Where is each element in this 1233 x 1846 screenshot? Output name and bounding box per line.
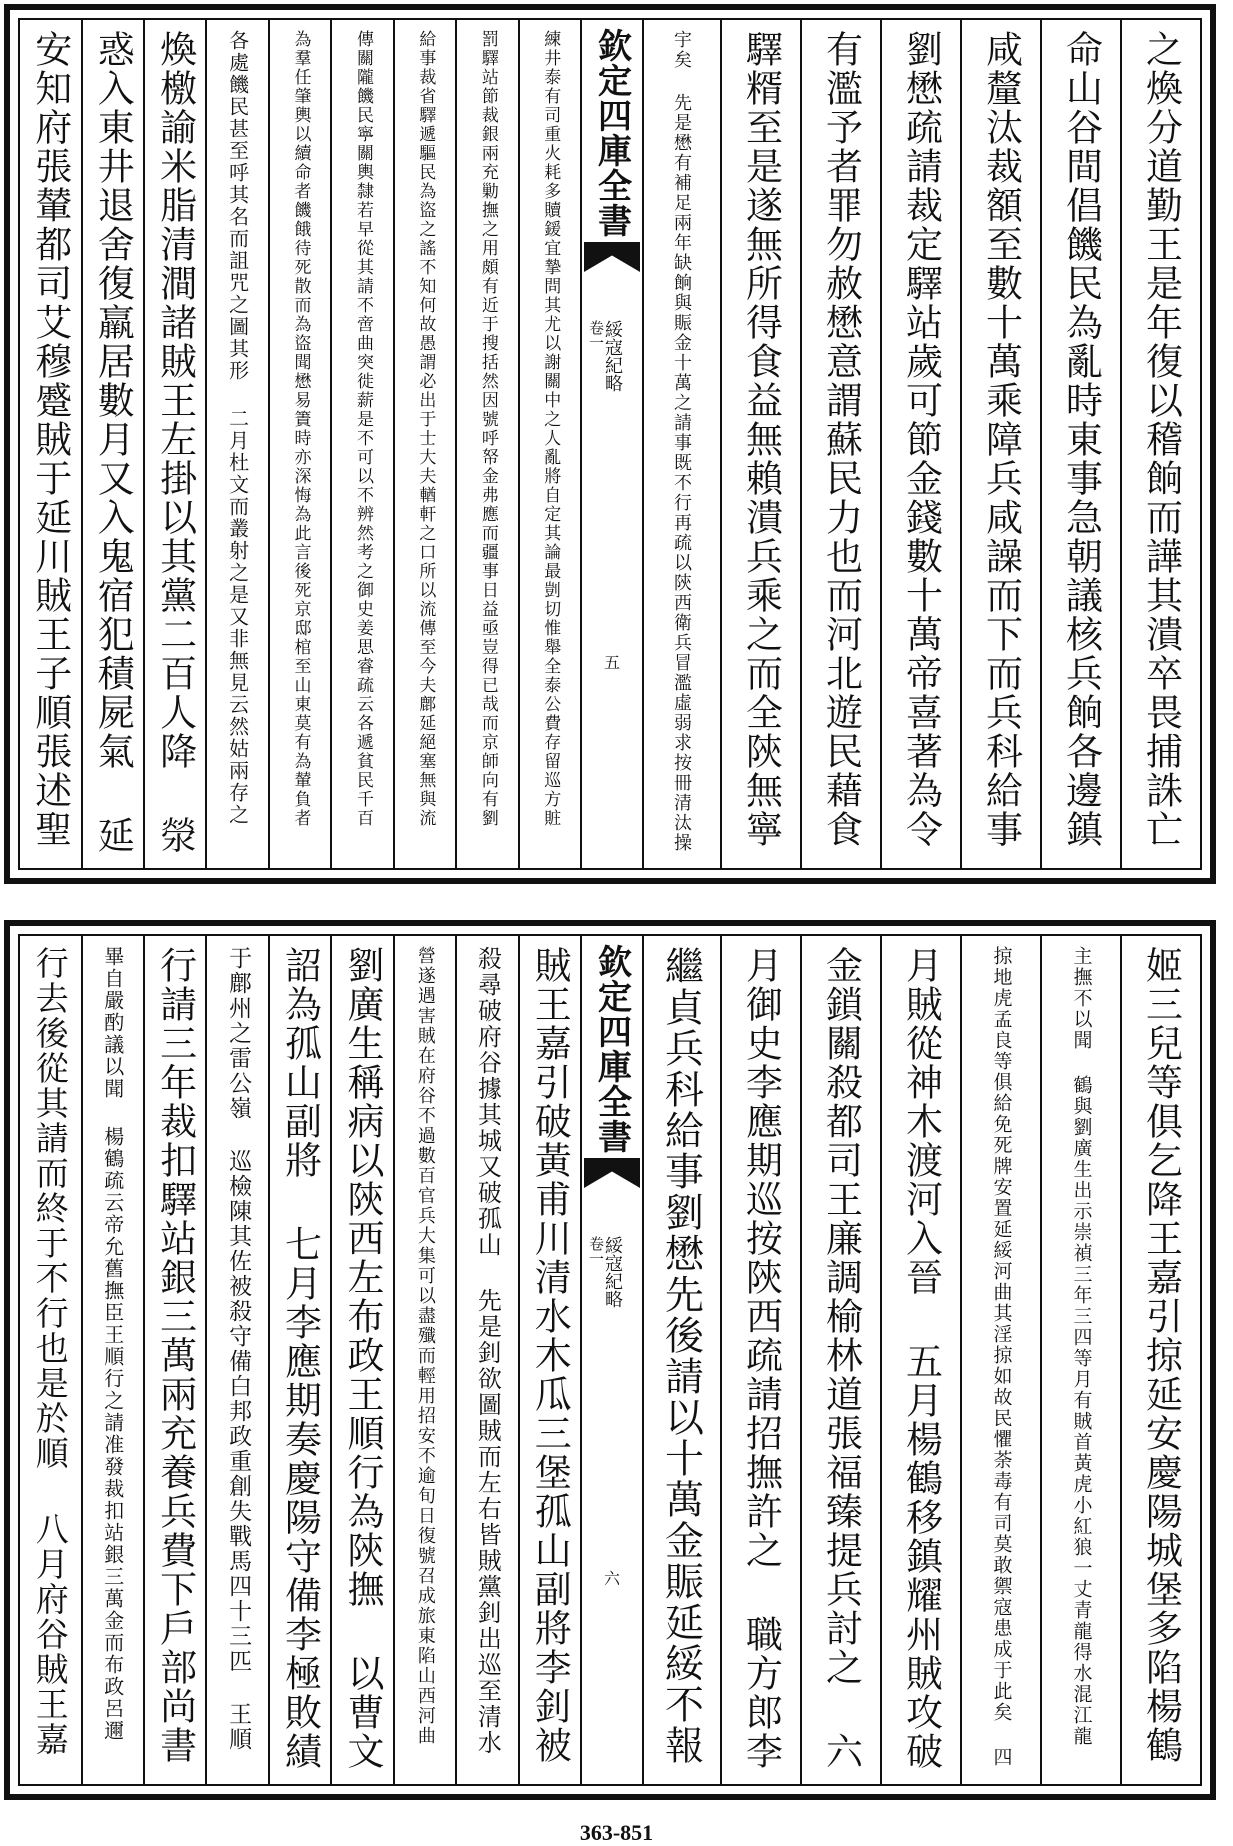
text-column [20,936,80,1784]
text-column [800,20,880,868]
page-number: 五 [603,653,621,672]
text-column [720,20,800,868]
book-spine [580,20,644,868]
column-text: 惑入東井退舍復羸居數月又入鬼宿犯積屍氣 延 [91,30,135,855]
bottom-left-columns [20,936,580,1784]
column-text: 罰驛站節裁銀兩充勦撫之用頗有近于搜括然因號呼帑金弗應而疆事日益亟豈得已哉而京師向有劉 [477,30,498,828]
column-text: 繼貞兵科給事劉懋先後請以十萬金賑延綏不報 [658,946,704,1766]
text-column [455,936,517,1784]
column-text: 于鄜州之雷公嶺 巡檢陳其佐被殺守備白邦政重創失戰馬四十三匹 王順 [225,946,252,1752]
text-column [20,20,80,868]
column-text: 驛糈至是遂無所得食益無賴潰兵乘之而全陝無寧 [739,30,783,849]
column-text: 行請三年裁扣驛站銀三萬兩充養兵費下戶部尚書 [153,946,197,1765]
column-text: 之煥分道勤王是年復以稽餉而譁其潰卒畏捕誅亡 [1139,30,1183,849]
column-text: 命山谷間倡饑民為亂時東事急朝議核兵餉各邊鎮 [1059,30,1103,849]
text-column [640,20,720,868]
column-text: 掠地虎孟良等俱給免死牌安置延綏河曲其淫掠如故民懼荼毒有司莫敢禦寇患成于此矣 四 [990,946,1013,1768]
text-column [455,20,517,868]
column-text: 給事裁省驛遞驅民為盜之謠不知何故愚謂必出于士大夫輶軒之口所以流傳至今夫鄜延絕塞無與流 [415,30,436,828]
top-page-frame [18,18,1202,870]
text-column [143,20,205,868]
spine-juan: 卷一 [587,1236,605,1266]
text-column [518,936,580,1784]
text-column [330,20,392,868]
column-text: 有濫予者罪勿赦懋意謂蘇民力也而河北遊民藉食 [819,30,863,849]
column-text: 姬三兒等俱乞降王嘉引掠延安慶陽城堡多陷楊鶴 [1139,946,1183,1765]
column-text: 殺尋破府谷據其城又破孤山 先是釗欲圖賊而左右皆賊黨釗出巡至清水 [473,946,502,1756]
text-column [640,936,720,1784]
text-column [800,936,880,1784]
text-column [960,936,1040,1784]
bottom-right-columns [640,936,1200,1784]
top-left-columns [20,20,580,868]
bottom-page [4,920,1216,1800]
text-column [81,936,143,1784]
column-text: 安知府張輦都司艾穆蹙賊于延川賊王子順張述聖 [28,30,72,849]
column-text: 各處饑民甚至呼其名而詛咒之圖其形 二月杜文而叢射之是又非無見云然姑兩存之 [225,30,250,826]
fish-tail-mark-icon [584,1158,640,1188]
spine-juan: 卷一 [587,320,605,350]
text-column [330,936,392,1784]
top-page [4,4,1216,884]
column-text: 詔為孤山副將 七月李應期奏慶陽守備李極敗績 [278,946,322,1771]
text-column [81,20,143,868]
column-text: 煥檄諭米脂清澗諸賊王左掛以其黨二百人降 滎 [153,30,197,855]
text-column [393,20,455,868]
text-column [393,936,455,1784]
text-column [143,936,205,1784]
bottom-page-frame [18,934,1202,1786]
text-column [880,936,960,1784]
column-text: 月賊從神木渡河入晉 五月楊鶴移鎮耀州賊攻破 [899,946,943,1771]
column-text: 劉懋疏請裁定驛站歲可節金錢數十萬帝喜著為令 [899,30,943,849]
text-column [1040,936,1120,1784]
column-text: 行去後從其請而終于不行也是於順 八月府谷賊王嘉 [30,946,70,1757]
spine-title: 欽定四庫全書 [591,28,632,238]
column-text: 賊王嘉引破黃甫川清水木瓜三堡孤山副將李釗被 [528,946,572,1765]
text-column [880,20,960,868]
text-column [205,20,267,868]
column-text: 宇矣 先是懋有補足兩年缺餉與賑金十萬之請事既不行再疏以陝西衛兵冒濫虛弱求按冊清汰操 [671,30,692,853]
page-number: 六 [603,1569,621,1588]
column-text: 練井泰有司重火耗多贖鍰宜摯問其尤以謝關中之人亂將自定其論最剴切惟舉全泰公費存留巡方賍 [540,30,561,828]
column-text: 主撫不以聞 鶴與劉廣生出示崇禎三年三四等月有賊首黃虎小紅狼一丈青龍得水混江龍 [1070,946,1093,1747]
text-column [1120,20,1200,868]
text-column [720,936,800,1784]
column-text: 金鎖關殺都司王廉調榆林道張福臻提兵討之 六 [819,946,863,1771]
text-column [960,20,1040,868]
text-column [268,936,330,1784]
column-text: 為羣任肇輿以續命者饑餓待死散而為盜聞懋易簀時亦深悔為此言後死京邸棺至山東莫有為輦負者 [290,30,311,828]
column-text: 營遂遇害賊在府谷不過數百官兵大集可以盡殲而輕用招安不逾旬日復號召成旅東陷山西河曲 [414,946,436,1746]
spine-title: 欽定四庫全書 [591,944,632,1154]
fish-tail-mark-icon [584,242,640,272]
spine-subtitle: 綏寇紀略 [602,1236,623,1308]
text-column [205,936,267,1784]
column-text: 劉廣生稱病以陝西左布政王順行為陝撫 以曹文 [340,946,384,1771]
top-right-columns [640,20,1200,868]
column-text: 傳關隴饑民寧關輿隸若早從其請不啻曲突徙薪是不可以不辨然考之御史姜思睿疏云各遞貧民千百 [352,30,373,828]
text-column [268,20,330,868]
column-text: 咸釐汰裁額至數十萬乘障兵咸譟而下而兵科給事 [979,30,1023,849]
book-spine [580,936,644,1784]
column-text: 月御史李應期巡按陝西疏請招撫許之 職方郎李 [739,946,783,1771]
text-column [1040,20,1120,868]
spine-subtitle: 綏寇紀略 [602,320,623,392]
text-column [1120,936,1200,1784]
column-text: 畢自嚴酌議以聞 楊鶴疏云帝允舊撫臣王順行之請准發裁扣站銀三萬金而布政呂邇 [100,946,125,1742]
text-column [518,20,580,868]
page-footer-number: 363-851 [579,1820,654,1845]
